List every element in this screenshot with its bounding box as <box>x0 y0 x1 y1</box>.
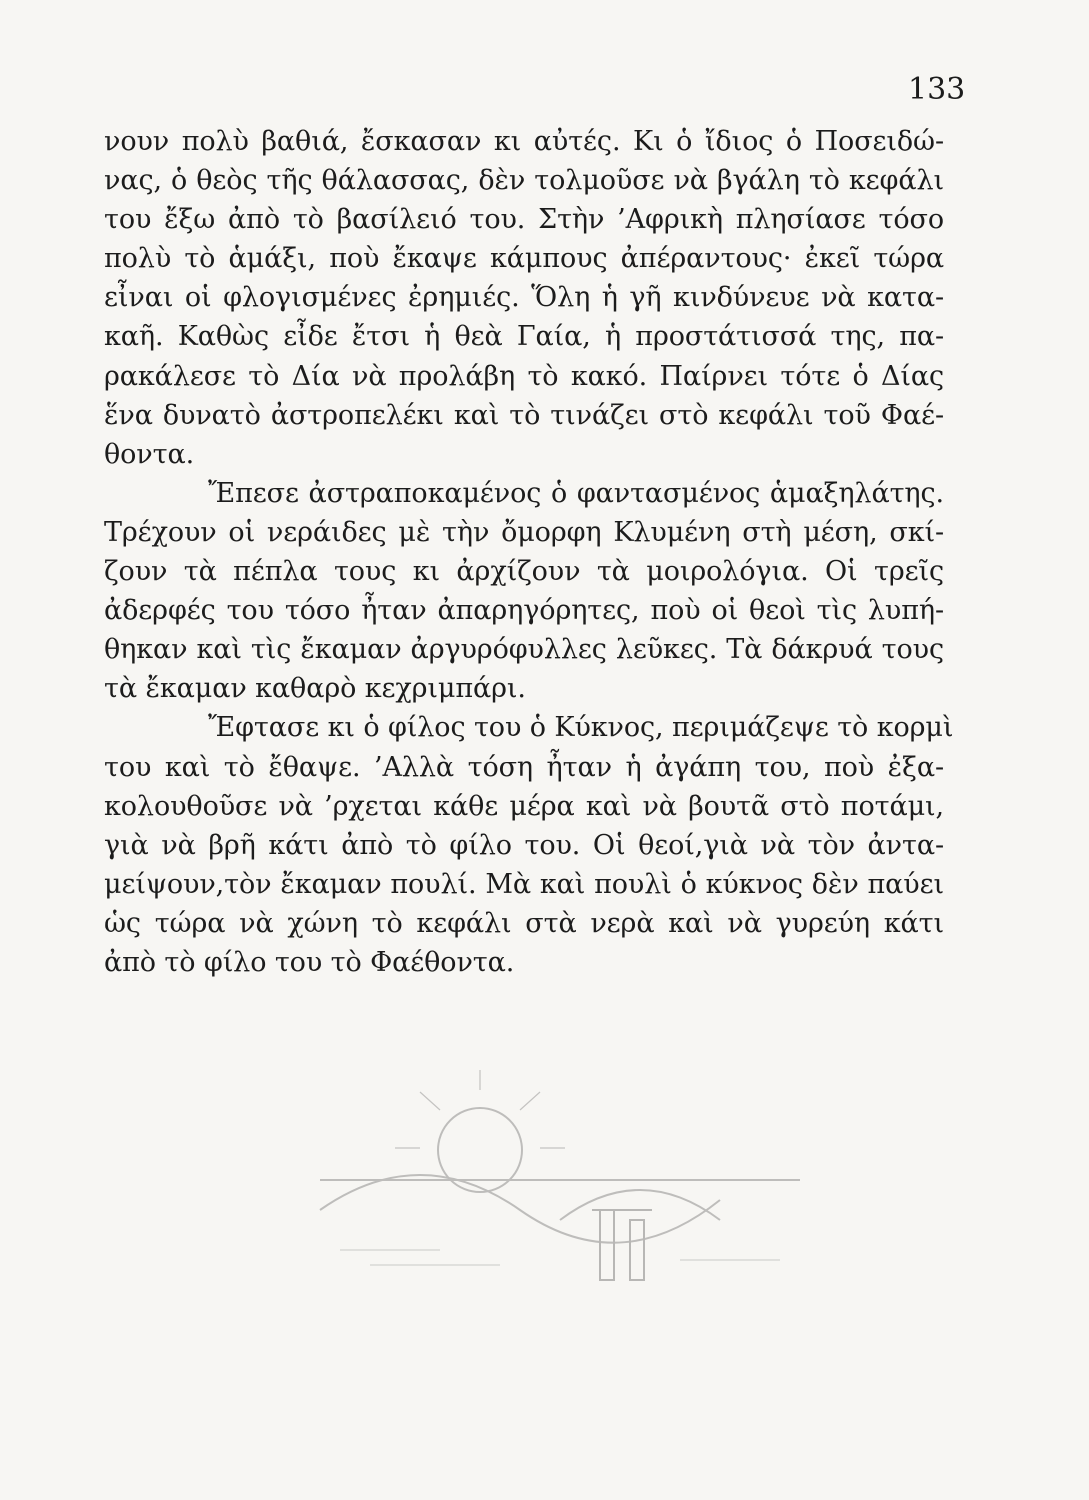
text-line: πολὺ τὸ ἁμάξι, ποὺ ἔκαψε κάμπους ἀπέραντους· ἐκεῖ τώρα <box>104 243 944 275</box>
text-line: νας, ὁ θεὸς τῆς θάλασσας, δὲν τολμοῦσε νὰ βγάλη τὸ κεφάλι <box>104 165 944 197</box>
text-line: ζουν τὰ πέπλα τους κι ἀρχίζουν τὰ μοιρολόγια. Οἱ τρεῖς <box>104 556 944 588</box>
text-line: ἀδερφές του τόσο ἦταν ἀπαρηγόρητες, ποὺ οἱ θεοὶ τὶς λυπή- <box>104 595 944 627</box>
text-line: καῆ. Καθὼς εἶδε ἔτσι ἡ θεὰ Γαία, ἡ προστάτισσά της, πα- <box>104 321 944 353</box>
text-line: γιὰ νὰ βρῆ κάτι ἀπὸ τὸ φίλο του. Οἱ θεοί,γιὰ νὰ τὸν ἀντα- <box>104 829 944 861</box>
text-line: κολουθοῦσε νὰ ’ρχεται κάθε μέρα καὶ νὰ βουτᾶ στὸ ποτάμι, <box>104 790 944 822</box>
text-line: θοντα. <box>104 438 195 470</box>
text-line: του ἔξω ἀπὸ τὸ βασίλειό του. Στὴν ’Αφρικὴ πλησίασε τόσο <box>104 204 944 236</box>
text-line: ἀπὸ τὸ φίλο του τὸ Φαέθοντα. <box>104 946 515 978</box>
text-line: εἶναι οἱ φλογισμένες ἐρημιές. Ὅλη ἡ γῆ κινδύνευε νὰ κατα- <box>104 282 944 314</box>
text-line: τὰ ἔκαμαν καθαρὸ κεχριμπάρι. <box>104 673 526 705</box>
text-line: θηκαν καὶ τὶς ἔκαμαν ἀργυρόφυλλες λεῦκες. Τὰ δάκρυά τους <box>104 634 944 666</box>
body-text <box>104 122 954 982</box>
text-line: μείψουν,τὸν ἔκαμαν πουλί. Μὰ καὶ πουλὶ ὁ κύκνος δὲν παύει <box>104 868 944 900</box>
text-line: νουν πολὺ βαθιά, ἔσκασαν κι αὐτές. Κι ὁ ἴδιος ὁ Ποσειδώ- <box>104 126 944 157</box>
text-line: Τρέχουν οἱ νεράιδες μὲ τὴν ὄμορφη Κλυμένη στὴ μέση, σκί- <box>104 516 944 548</box>
text-line: Ἔφτασε κι ὁ φίλος του ὁ Κύκνος, περιμάζεψε τὸ κορμὶ <box>208 712 954 744</box>
page-number: 133 <box>908 72 966 107</box>
text-line: του καὶ τὸ ἔθαψε. ’Αλλὰ τόση ἦταν ἡ ἀγάπη του, ποὺ ἐξα- <box>104 751 944 783</box>
sunset-temple-ruins-icon <box>300 1060 820 1300</box>
text-line: ρακάλεσε τὸ Δία νὰ προλάβη τὸ κακό. Παίρνει τότε ὁ Δίας <box>104 360 944 392</box>
text-line: ἕνα δυνατὸ ἀστροπελέκι καὶ τὸ τινάζει στὸ κεφάλι τοῦ Φαέ- <box>104 399 944 431</box>
text-line: Ἔπεσε ἀστραποκαμένος ὁ φαντασμένος ἁμαξηλάτης. <box>208 477 944 509</box>
text-line: ὡς τώρα νὰ χώνη τὸ κεφάλι στὰ νερὰ καὶ νὰ γυρεύη κάτι <box>104 907 944 939</box>
